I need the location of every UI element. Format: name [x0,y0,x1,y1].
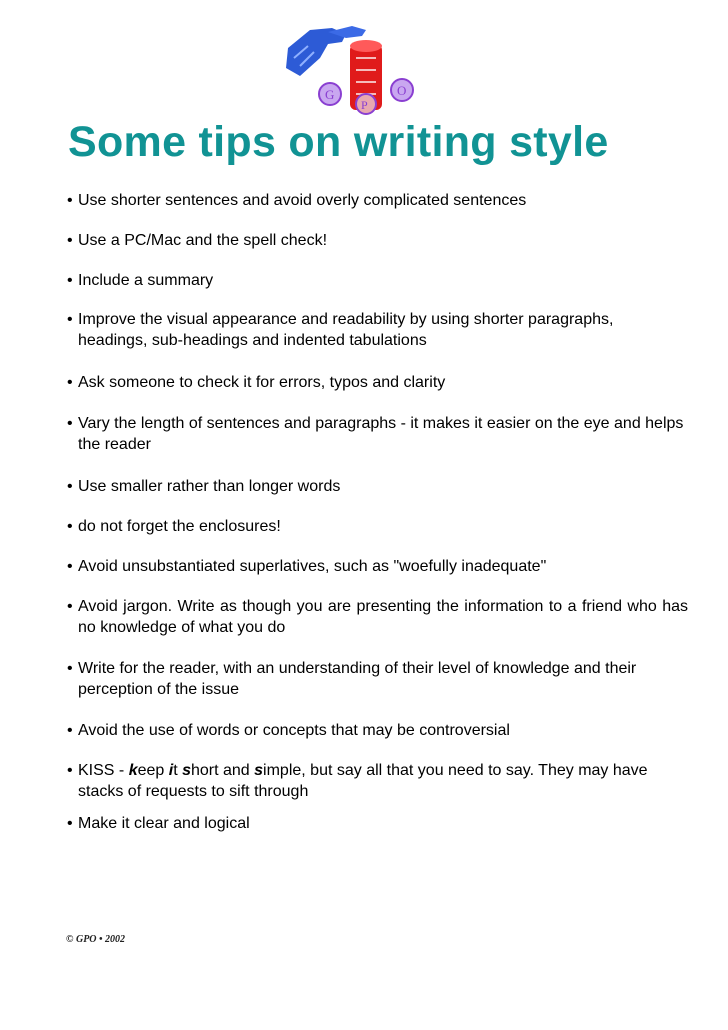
page-title: Some tips on writing style [68,118,609,166]
svg-text:O: O [397,83,407,98]
list-item: • Avoid unsubstantiated superlatives, such as "woefully inadequate" [66,556,686,577]
footer-copyright: © GPO • 2002 [66,934,126,945]
list-item: • do not forget the enclosures! [66,516,686,537]
list-item: • Include a summary [66,270,686,291]
list-item: • Use a PC/Mac and the spell check! [66,230,686,251]
list-item: • Vary the length of sentences and paragraphs - it makes it easier on the eye and helps the reader [66,413,686,455]
list-item: • Avoid the use of words or concepts that may be controversial [66,720,686,741]
kiss-s2: s [254,762,264,779]
list-item: • Ask someone to check it for errors, typos and clarity [66,372,686,393]
list-item: • Avoid jargon. Write as though you are presenting the information to a friend who has no knowledge of what you do [66,596,688,638]
list-item: • Improve the visual appearance and readability by using shorter paragraphs, headings, sub-headings and indented tabulations [66,309,686,351]
kiss-k: k [128,762,138,779]
kiss-k-rest: eep [137,762,169,779]
list-item: • Use smaller rather than longer words [66,476,686,497]
svg-text:P: P [361,98,368,112]
list-item: • Use shorter sentences and avoid overly complicated sentences [66,190,686,211]
kiss-s1-rest: hort and [190,762,255,779]
kiss-i-rest: t [173,762,183,779]
kiss-s1: s [182,762,191,779]
list-item: • Write for the reader, with an understanding of their level of knowledge and their perception of the issue [66,658,686,700]
kiss-s2-rest: imple, but say all that you need to say. They may have stacks of requests to sift through [78,762,648,800]
list-item: • Make it clear and logical [66,813,686,834]
list-item-kiss [66,760,686,802]
hand-writing-logo-icon [280,18,440,118]
kiss-prefix: KISS - [78,762,129,779]
svg-text:G: G [325,87,335,102]
kiss-i: i [168,762,174,779]
